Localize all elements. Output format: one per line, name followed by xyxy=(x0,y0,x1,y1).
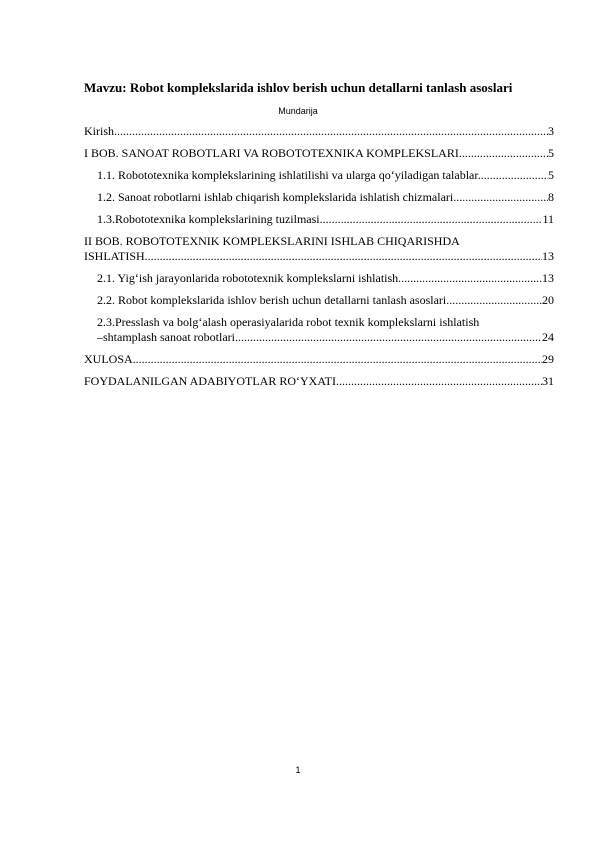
dot-leader xyxy=(459,146,548,161)
toc-entry-section-2-1[interactable] xyxy=(84,271,554,286)
toc-entry-page: 31 xyxy=(542,374,554,388)
toc-entry-page: 5 xyxy=(548,146,554,160)
toc-entry-conclusion[interactable] xyxy=(84,352,554,367)
toc-entry-label: 2.1. Yig‘ish jarayonlarida robototexnik komplekslarni ishlatish xyxy=(97,271,399,285)
toc-entry-label-line1: 2.3.Presslash va bolg‘alash operasiyalarida robot texnik komplekslarni ishlatish xyxy=(97,315,480,329)
toc-entry-page: 5 xyxy=(548,168,554,182)
toc-entry-chapter-1[interactable] xyxy=(84,146,554,161)
toc-entry-intro[interactable] xyxy=(84,124,554,139)
dot-leader xyxy=(133,352,542,367)
toc-entry-section-1-1[interactable] xyxy=(84,168,554,183)
toc-entry-page: 20 xyxy=(542,293,554,307)
toc-entry-label: 1.2. Sanoat robotlarni ishlab chiqarish komplekslarida ishlatish chizmalari xyxy=(97,190,454,204)
toc-entry-page: 13 xyxy=(542,249,554,263)
toc-entry-label: 1.3.Robototexnika komplekslarining tuzilmasi xyxy=(97,212,320,226)
toc-entry-page: 11 xyxy=(542,212,554,226)
toc-entry-page: 8 xyxy=(548,190,554,204)
toc-entry-label: I BOB. SANOAT ROBOTLARI VA ROBOTOTEXNIKA KOMPLEKSLARI xyxy=(84,146,459,160)
toc-entry-section-2-2[interactable] xyxy=(84,293,554,308)
toc-entry-chapter-2[interactable] xyxy=(84,234,554,264)
toc-entry-references[interactable] xyxy=(84,374,554,389)
dot-leader xyxy=(481,168,548,183)
dot-leader xyxy=(398,271,542,286)
toc-heading: Mundarija xyxy=(278,106,318,116)
dot-leader xyxy=(235,330,542,345)
toc-entry-page: 24 xyxy=(542,330,554,344)
toc-entry-label: 1.1. Robototexnika komplekslarining ishlatilishi va ularga qo‘yiladigan talablar. xyxy=(97,168,481,182)
toc-entry-label: FOYDALANILGAN ADABIYOTLAR RO‘YXATI xyxy=(84,374,336,388)
toc-entry-label: Kirish xyxy=(84,124,114,138)
dot-leader xyxy=(320,212,543,227)
toc-entry-page: 3 xyxy=(548,124,554,138)
page-number: 1 xyxy=(295,765,301,775)
dot-leader xyxy=(114,124,548,139)
table-of-contents xyxy=(84,124,554,396)
toc-entry-section-1-2[interactable] xyxy=(84,190,554,205)
dot-leader xyxy=(449,293,542,308)
toc-entry-section-1-3[interactable] xyxy=(84,212,554,227)
toc-entry-page: 13 xyxy=(542,271,554,285)
toc-entry-label-line1: II BOB. ROBOTOTEXNIK KOMPLEKSLARINI ISHLAB CHIQARISHDA xyxy=(84,234,460,248)
toc-entry-page: 29 xyxy=(542,352,554,366)
page-title: Mavzu: Robot komplekslarida ishlov berish uchun detallarni tanlash asoslari xyxy=(84,80,513,95)
toc-entry-section-2-3[interactable] xyxy=(84,315,554,345)
toc-entry-label-line2: ISHLATISH xyxy=(84,249,145,263)
dot-leader xyxy=(336,374,542,389)
toc-entry-label: 2.2. Robot komplekslarida ishlov berish uchun detallarni tanlash asoslari. xyxy=(97,293,450,307)
dot-leader xyxy=(453,190,548,205)
toc-entry-label-line2: –shtamplash sanoat robotlari xyxy=(97,330,235,344)
toc-entry-label: XULOSA xyxy=(84,352,133,366)
dot-leader xyxy=(145,249,542,264)
